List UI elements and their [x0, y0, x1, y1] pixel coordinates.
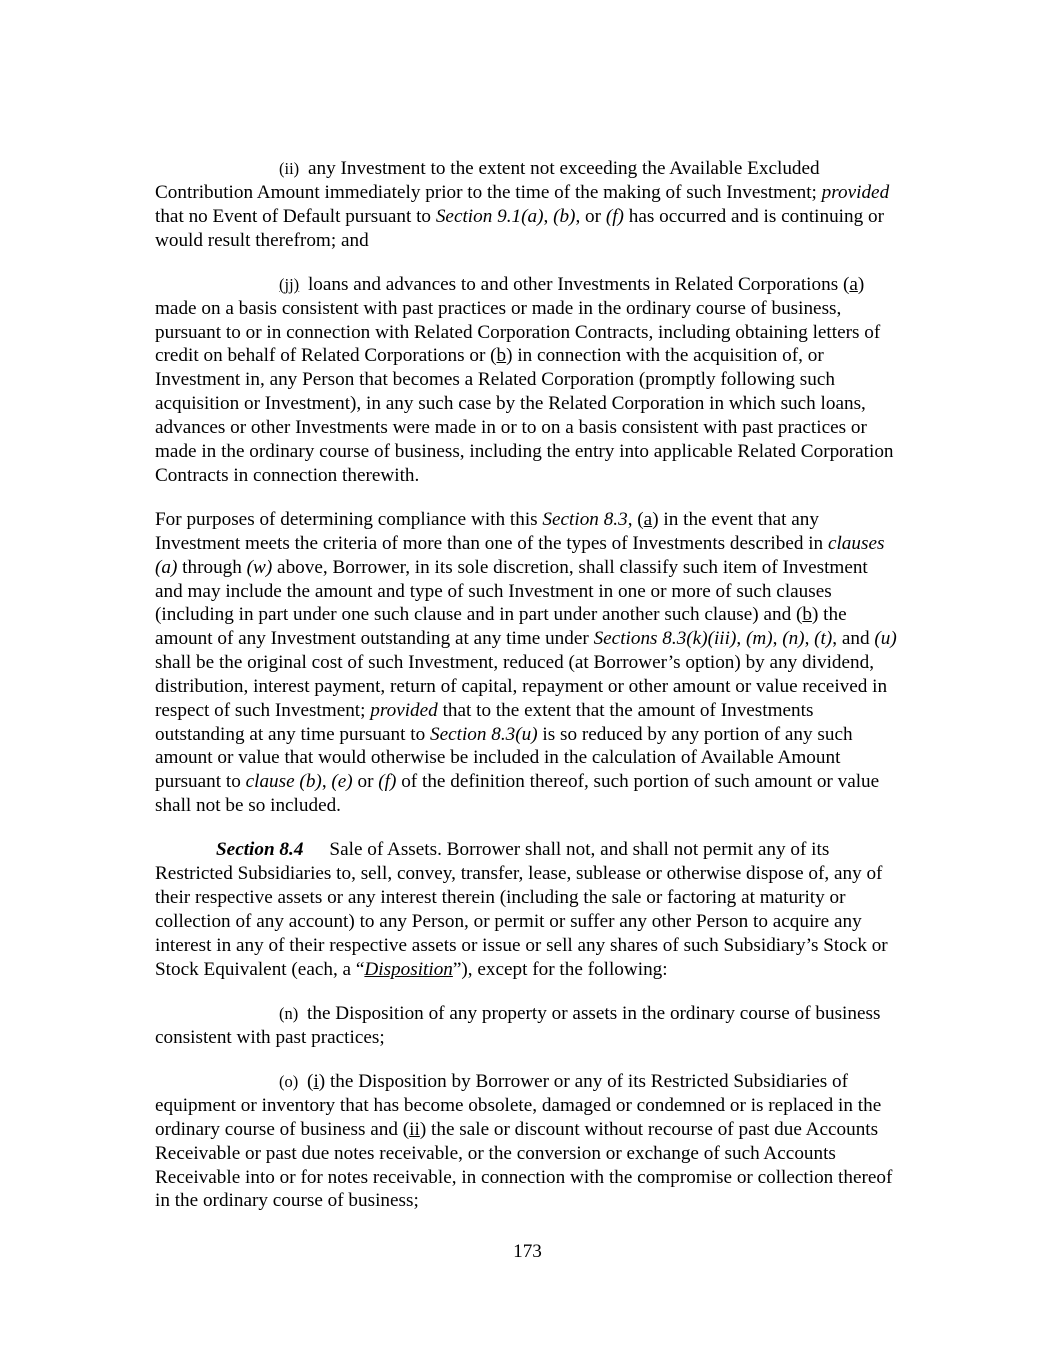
text-run: ) the sale or discount without recourse of past due Accounts Receivable or past due notes receivable, or the conversion or exchange of such Accounts Receivable into or for notes receivable, in connection with the compromise or collection thereof in the ordinary course of business; — [155, 1118, 893, 1212]
text-run: that to the extent that the amount of Investments outstanding at any time pursuant to — [155, 699, 814, 745]
text-run: shall be the original cost of such Investment, reduced (at Borrower’s option) by any dividend, distribution, interest payment, return of capital, repayment or other amount or value received in respect of such Investment; — [155, 652, 888, 721]
underlined-letter: a — [849, 273, 858, 295]
clause-label-text: (jj) — [279, 274, 300, 294]
text-run: ”), except for the following: — [452, 958, 668, 980]
clause-label: (o) — [279, 1072, 299, 1092]
text-run: ) the Disposition by Borrower or any of its Restricted Subsidiaries of equipment or inventory that has become obsolete, damaged or condemned or is replaced in the ordinary course of business and ( — [155, 1071, 882, 1140]
purposes-paragraph — [155, 508, 900, 818]
clause-label: (ii) — [279, 159, 300, 178]
section-reference: (t) — [814, 628, 833, 650]
section-reference: (n) — [782, 628, 805, 650]
text-run: , — [772, 628, 783, 650]
text-run: of the definition thereof, such portion of such amount or value shall not be so included. — [155, 771, 880, 817]
section-reference: (w) — [246, 556, 273, 578]
text-run: , — [543, 205, 554, 227]
section-reference: clauses (a) — [155, 532, 885, 578]
text-run: has occurred and is continuing or would result therefrom; and — [155, 205, 884, 251]
section-reference: (e) — [331, 771, 353, 793]
text-run: ) in connection with the acquisition of, or Investment in, any Person that becomes a Related Corporation (promptly following such acquisition or Investment), in any such case by the Related Corporation in which such loans, advances or other Investments were made in or to on a basis consistent with past practices or made in the ordinary course of business, including the entry into applicable Related Corporation Contracts in connection therewith. — [155, 345, 894, 486]
text-run: , — [736, 628, 746, 650]
underlined-numeral: i — [313, 1071, 319, 1093]
section-reference: (m) — [745, 628, 773, 650]
text-run: ) the amount of any Investment outstanding at any time under — [155, 604, 847, 650]
text-run: that no Event of Default pursuant to — [155, 205, 436, 227]
text-run: any Investment to the extent not exceeding the Available Excluded Contribution Amount immediately prior to the time of the making of such Investment; — [155, 158, 822, 203]
underlined-letter: a — [643, 508, 653, 530]
section-reference: (f) — [378, 771, 397, 793]
italic-term: provided — [370, 699, 438, 721]
section-reference: (u) — [874, 628, 897, 650]
underlined-letter: b — [496, 345, 507, 367]
section-8-4-paragraph — [155, 838, 900, 981]
section-reference: (f) — [605, 205, 624, 227]
text-run: or — [352, 771, 379, 793]
clause-jj-paragraph — [155, 273, 900, 488]
text-run: , or — [575, 205, 606, 227]
section-reference: (b) — [553, 205, 576, 227]
text-run: above, Borrower, in its sole discretion, shall classify such item of Investment and may include the amount and type of such Investment in one or more of such clauses (including in part under one such clause and in part under another such clause) and ( — [155, 556, 868, 626]
section-reference: Section 9.1(a) — [435, 205, 544, 227]
text-run: ) made on a basis consistent with past practices or made in the ordinary course of business, pursuant to or in connection with Related Corporation Contracts, including obtaining letters of credit on behalf of Related Corporations or ( — [155, 273, 881, 367]
page-number: 173 — [513, 1241, 542, 1262]
clause-n-paragraph — [155, 1002, 900, 1050]
text-run: the Disposition of any property or assets in the ordinary course of business consistent with past practices; — [155, 1003, 881, 1048]
section-heading: Section 8.4 — [216, 839, 304, 861]
text-run: ( — [302, 1071, 314, 1093]
text-run: through — [177, 556, 247, 578]
text-run: , — [321, 771, 332, 793]
clause-label: (n) — [279, 1004, 299, 1023]
text-run: , ( — [627, 508, 644, 530]
text-run: , and — [832, 628, 875, 650]
text-run: loans and advances to and other Investments in Related Corporations ( — [303, 273, 850, 295]
clause-label — [279, 275, 299, 294]
text-run: is so reduced by any portion of any such amount or value that would otherwise be included in the calculation of Available Amount pursuant to — [155, 723, 853, 793]
underlined-letter: b — [802, 604, 812, 626]
text-run: , — [804, 628, 815, 650]
section-reference: clause (b) — [245, 771, 322, 793]
text-run: Sale of Assets. Borrower shall not, and shall not permit any of its Restricted Subsidiaries to, sell, convey, transfer, lease, sublease or otherwise dispose of, any of their respective assets or any interest therein (including the sale or factoring at maturity or collection of any account) to any Person, or permit or suffer any other Person to acquire any interest in any of their respective assets or issue or sell any shares of such Subsidiary’s Stock or Stock Equivalent (each, a “ — [155, 839, 888, 980]
text-run: For purposes of determining compliance with this — [155, 508, 543, 530]
document-body — [155, 157, 900, 1234]
italic-term: provided — [821, 181, 890, 203]
section-reference: Section 8.3 — [542, 508, 628, 530]
text-run: ) in the event that any Investment meets the criteria of more than one of the types of Investments described in — [155, 508, 828, 554]
clause-ii-paragraph — [155, 157, 900, 252]
underlined-numeral: ii — [409, 1118, 420, 1140]
section-reference: Section 8.3(u) — [429, 723, 538, 745]
defined-term-text: Disposition — [364, 958, 453, 980]
defined-term — [364, 959, 453, 980]
clause-o-paragraph — [155, 1070, 900, 1213]
section-reference: Sections 8.3(k)(iii) — [593, 628, 737, 650]
